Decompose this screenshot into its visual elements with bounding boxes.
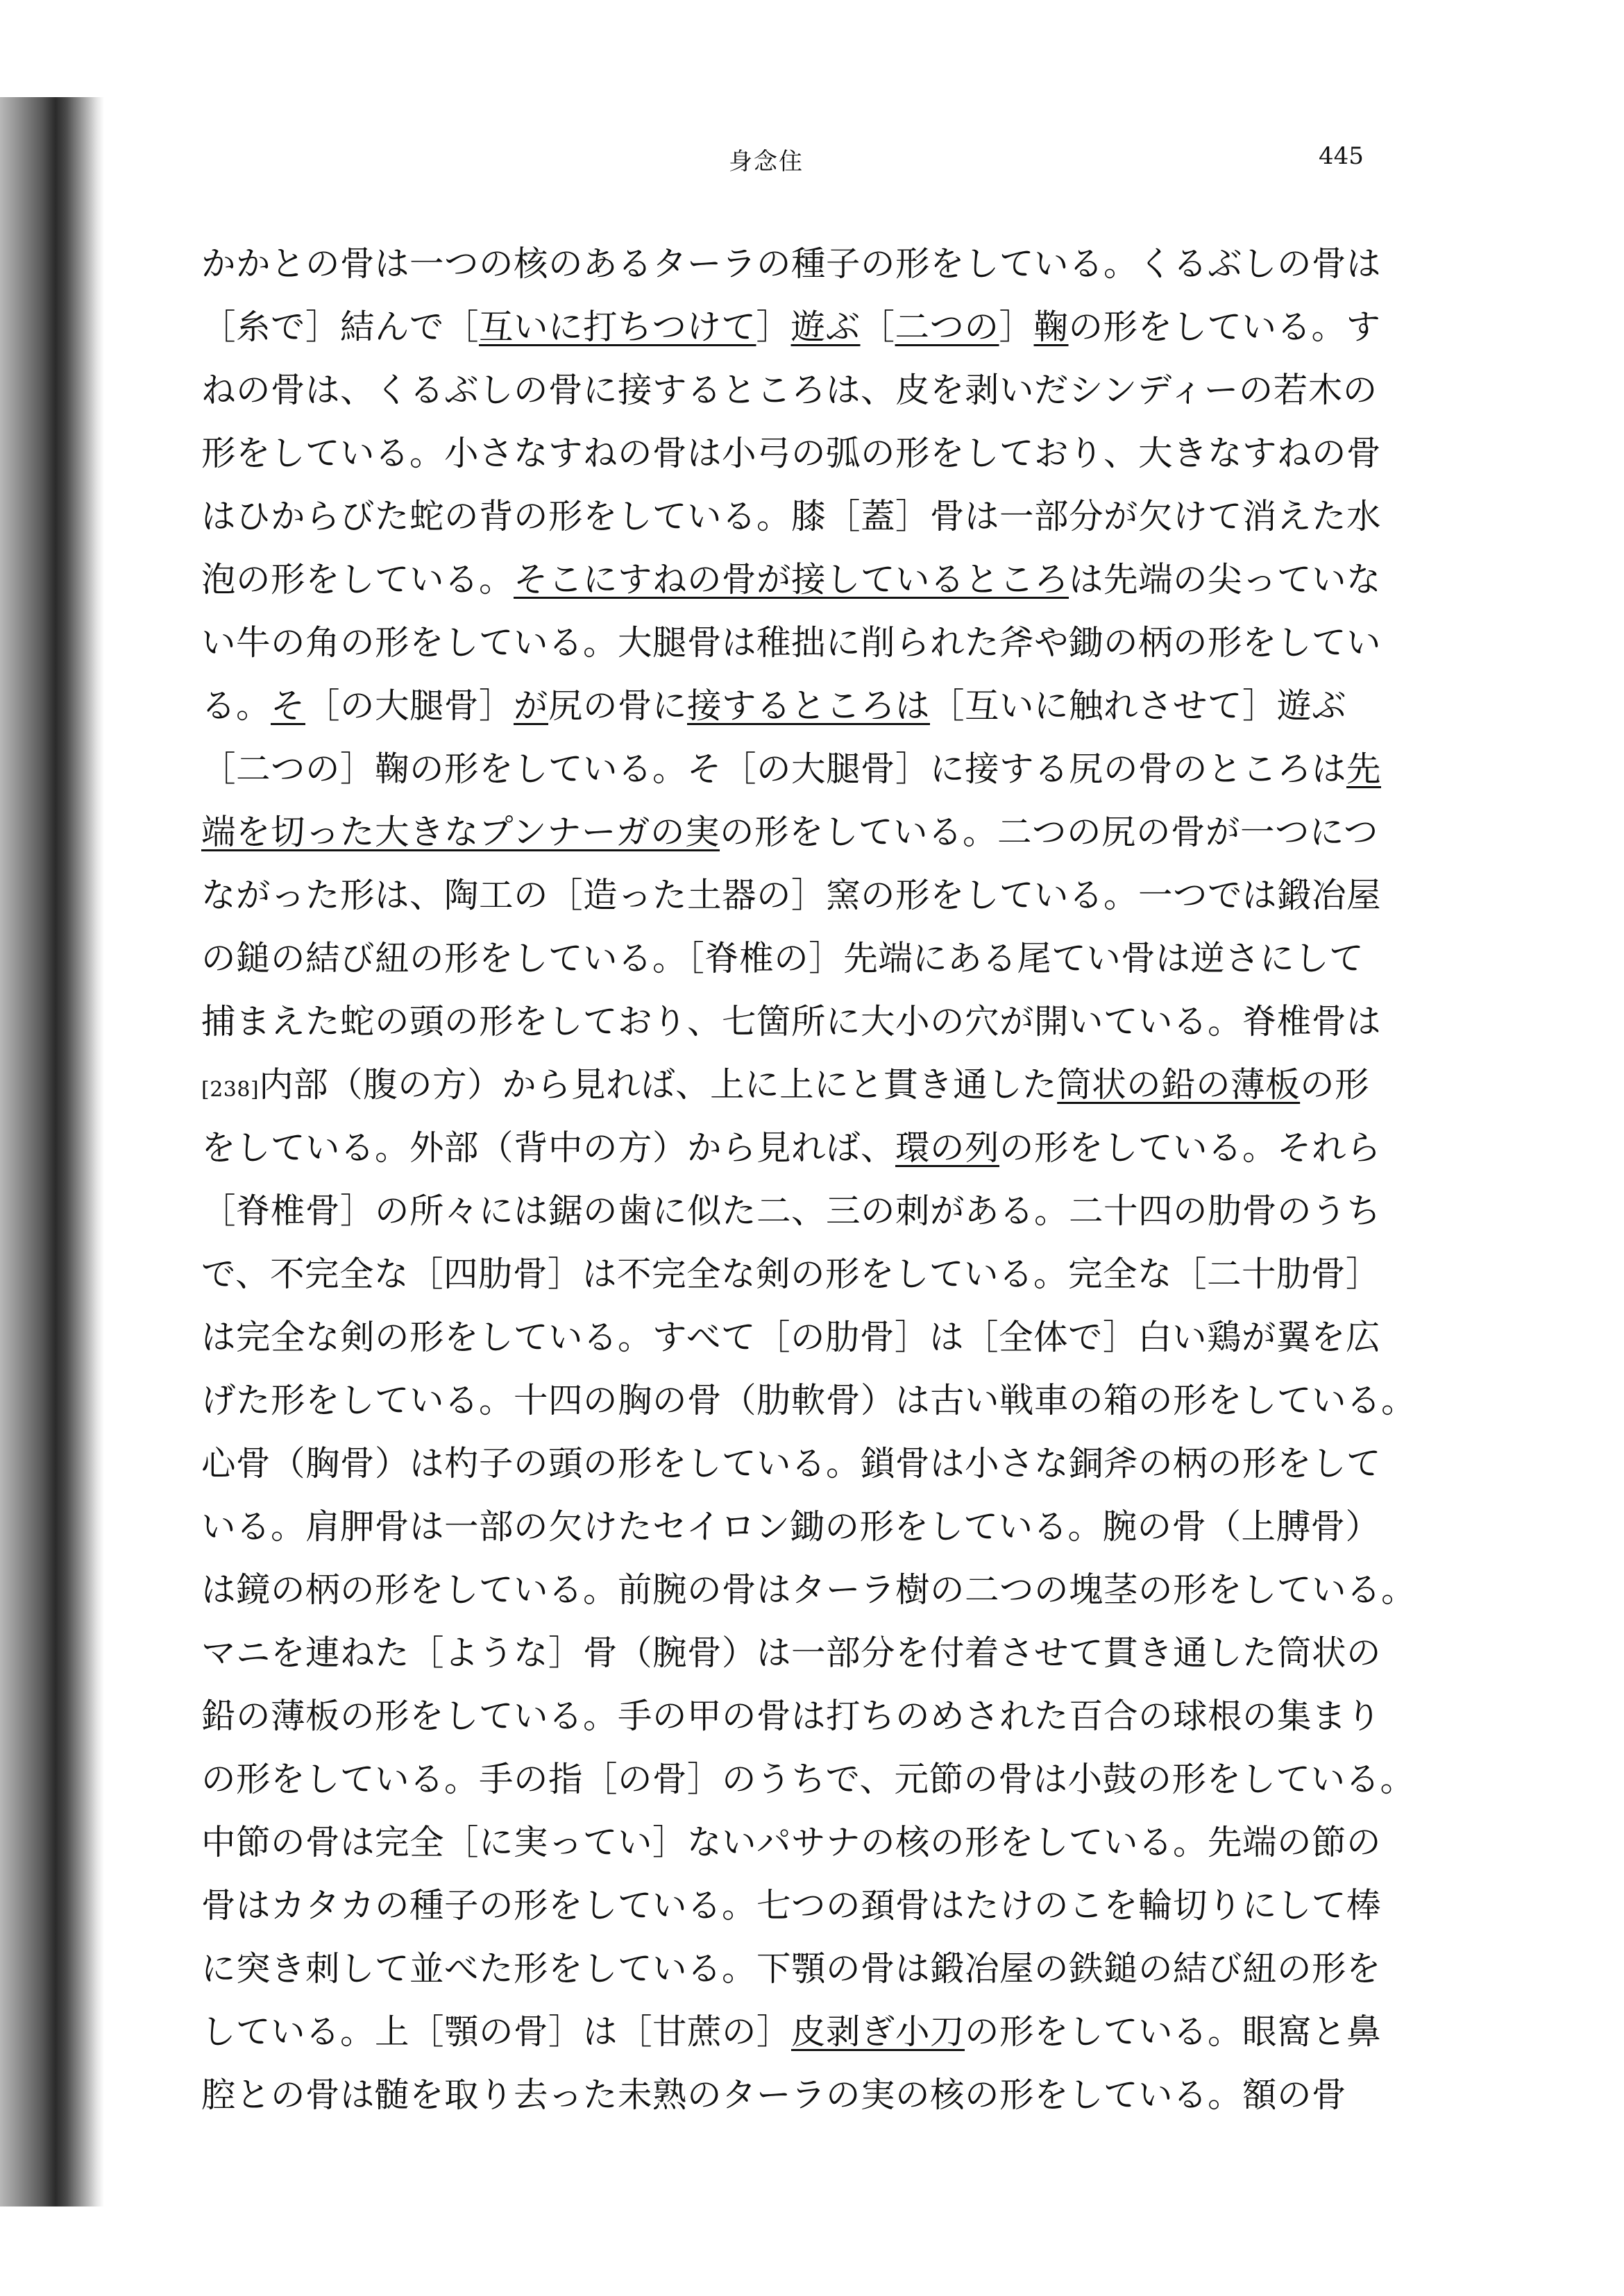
page-header xyxy=(0,142,1624,184)
underlined-text: そ xyxy=(271,686,305,726)
text-segment: の形 xyxy=(1300,1064,1370,1105)
text-line xyxy=(201,359,1402,422)
text-segment: いる。肩胛骨は一部の欠けたセイロン鋤の形をしている。腕の骨（上膊骨） xyxy=(201,1506,1380,1547)
text-segment: はひからびた蛇の背の形をしている。膝［蓋］骨は一部分が欠けて消えた水 xyxy=(201,496,1381,536)
text-line xyxy=(201,1937,1402,2000)
body-text xyxy=(201,232,1416,2127)
text-segment: の形をしている。眼窩と鼻 xyxy=(965,2012,1381,2052)
text-segment: 骨はカタカの種子の形をしている。七つの頚骨はたけのこを輪切りにして棒 xyxy=(201,1885,1381,1925)
text-segment: ［二つの］鞠の形をしている。そ［の大腿骨］に接する尻の骨のところは xyxy=(201,749,1346,789)
text-segment: る。 xyxy=(201,686,271,726)
text-segment: ［脊椎骨］の所々には鋸の歯に似た二、三の刺がある。二十四の肋骨のうち xyxy=(201,1191,1381,1231)
text-line xyxy=(201,1874,1402,1937)
text-segment: 泡の形をしている。 xyxy=(201,559,514,599)
underlined-text: 環の列 xyxy=(895,1128,999,1168)
underlined-text: が xyxy=(514,686,548,726)
text-segment: の形をしている。手の指［の骨］のうちで、元節の骨は小鼓の形をしている。 xyxy=(201,1759,1415,1799)
underlined-text: 端を切った大きなプンナーガの実 xyxy=(201,812,720,852)
text-line xyxy=(201,296,1402,359)
text-segment: をしている。外部（背中の方）から見れば、 xyxy=(201,1128,895,1168)
underlined-text: そこにすねの骨が接しているところ xyxy=(514,559,1069,599)
text-segment: い牛の角の形をしている。大腿骨は稚拙に削られた斧や鋤の柄の形をしてい xyxy=(201,622,1381,663)
text-line xyxy=(201,1432,1402,1495)
text-line xyxy=(201,1622,1402,1685)
text-line xyxy=(201,1243,1402,1306)
text-segment: 内部（腹の方）から見れば、上に上にと貫き通した xyxy=(259,1064,1058,1105)
page-reference-marker: [238] xyxy=(201,1078,260,1102)
underlined-text: 皮剥ぎ小刀 xyxy=(791,2012,965,2052)
text-line xyxy=(201,1558,1416,1622)
text-segment: は鏡の柄の形をしている。前腕の骨はターラ樹の二つの塊茎の形をしている。 xyxy=(201,1570,1416,1610)
text-segment: の形をしている。す xyxy=(1068,307,1381,347)
text-line xyxy=(201,422,1402,485)
text-segment: は完全な剣の形をしている。すべて［の肋骨］は［全体で］白い鶏が翼を広 xyxy=(201,1317,1381,1357)
book-binding-shadow xyxy=(0,97,104,2206)
text-segment: は先端の尖っていな xyxy=(1069,559,1381,599)
text-line xyxy=(201,1495,1402,1558)
text-segment: 心骨（胸骨）は杓子の頭の形をしている。鎖骨は小さな銅斧の柄の形をして xyxy=(201,1443,1381,1483)
text-segment: 腔との骨は髄を取り去った未熟のターラの実の核の形をしている。額の骨 xyxy=(201,2075,1346,2115)
text-line xyxy=(201,1053,1402,1116)
text-line xyxy=(201,1748,1415,1811)
text-segment: の鎚の結び紐の形をしている。［脊椎の］先端にある尾てい骨は逆さにして xyxy=(201,938,1364,978)
underlined-text: 互いに打ちつけて xyxy=(479,307,756,347)
underlined-text: 二つの xyxy=(895,307,999,347)
text-line xyxy=(201,1116,1402,1180)
text-segment: ［の大腿骨］ xyxy=(305,686,514,726)
underlined-text: 先 xyxy=(1346,749,1381,789)
text-line xyxy=(201,232,1402,296)
text-segment: ］ xyxy=(999,307,1034,347)
text-line xyxy=(201,801,1402,864)
underlined-text: 接するところは xyxy=(687,686,930,726)
page-number: 445 xyxy=(1319,142,1364,170)
text-segment: 尻の骨に xyxy=(548,686,687,726)
text-segment: 捕まえた蛇の頭の形をしており、七箇所に大小の穴が開いている。脊椎骨は xyxy=(201,1001,1381,1041)
underlined-text: 遊ぶ xyxy=(790,307,861,347)
text-line xyxy=(201,927,1402,990)
text-segment: かかとの骨は一つの核のあるターラの種子の形をしている。くるぶしの骨は xyxy=(201,244,1381,284)
text-segment: マニを連ねた［ような］骨（腕骨）は一部分を付着させて貫き通した筒状の xyxy=(201,1633,1381,1673)
text-segment: ［糸で］結んで［ xyxy=(201,307,479,347)
text-segment: 中節の骨は完全［に実ってい］ないパサナの核の形をしている。先端の節の xyxy=(201,1822,1381,1862)
underlined-text: 鞠 xyxy=(1033,307,1069,347)
text-line xyxy=(201,2000,1402,2064)
text-line xyxy=(201,1180,1402,1243)
text-segment: に突き刺して並べた形をしている。下顎の骨は鍛冶屋の鉄鎚の結び紐の形を xyxy=(201,1948,1381,1989)
text-line xyxy=(201,548,1402,611)
text-line xyxy=(201,1306,1402,1369)
text-segment: の形をしている。それら xyxy=(999,1128,1381,1168)
text-segment: ［互いに触れさせて］遊ぶ xyxy=(930,686,1346,726)
text-line xyxy=(201,1811,1402,1874)
text-segment: ながった形は、陶工の［造った土器の］窯の形をしている。一つでは鍛冶屋 xyxy=(201,875,1381,915)
text-line xyxy=(201,738,1402,801)
running-head: 身念住 xyxy=(729,148,804,176)
underlined-text: 筒状の鉛の薄板 xyxy=(1057,1064,1301,1105)
text-line xyxy=(201,1685,1402,1748)
text-line xyxy=(201,2064,1402,2127)
text-segment: ねの骨は、くるぶしの骨に接するところは、皮を剥いだシンディーの若木の xyxy=(201,370,1378,410)
text-segment: の形をしている。二つの尻の骨が一つにつ xyxy=(720,812,1379,852)
text-segment: で、不完全な［四肋骨］は不完全な剣の形をしている。完全な［二十肋骨］ xyxy=(201,1254,1381,1294)
text-line xyxy=(201,1369,1416,1432)
text-segment: している。上［顎の骨］は［甘蔗の］ xyxy=(201,2012,791,2052)
text-line xyxy=(201,990,1402,1053)
text-segment: げた形をしている。十四の胸の骨（肋軟骨）は古い戦車の箱の形をしている。 xyxy=(201,1380,1416,1420)
text-segment: ］ xyxy=(756,307,791,347)
text-line xyxy=(201,611,1402,674)
text-line xyxy=(201,864,1402,927)
text-segment: 形をしている。小さなすねの骨は小弓の弧の形をしており、大きなすねの骨 xyxy=(201,433,1381,473)
text-segment: 鉛の薄板の形をしている。手の甲の骨は打ちのめされた百合の球根の集まり xyxy=(201,1696,1381,1736)
text-segment: ［ xyxy=(860,307,895,347)
text-line xyxy=(201,485,1402,548)
text-line xyxy=(201,674,1402,738)
